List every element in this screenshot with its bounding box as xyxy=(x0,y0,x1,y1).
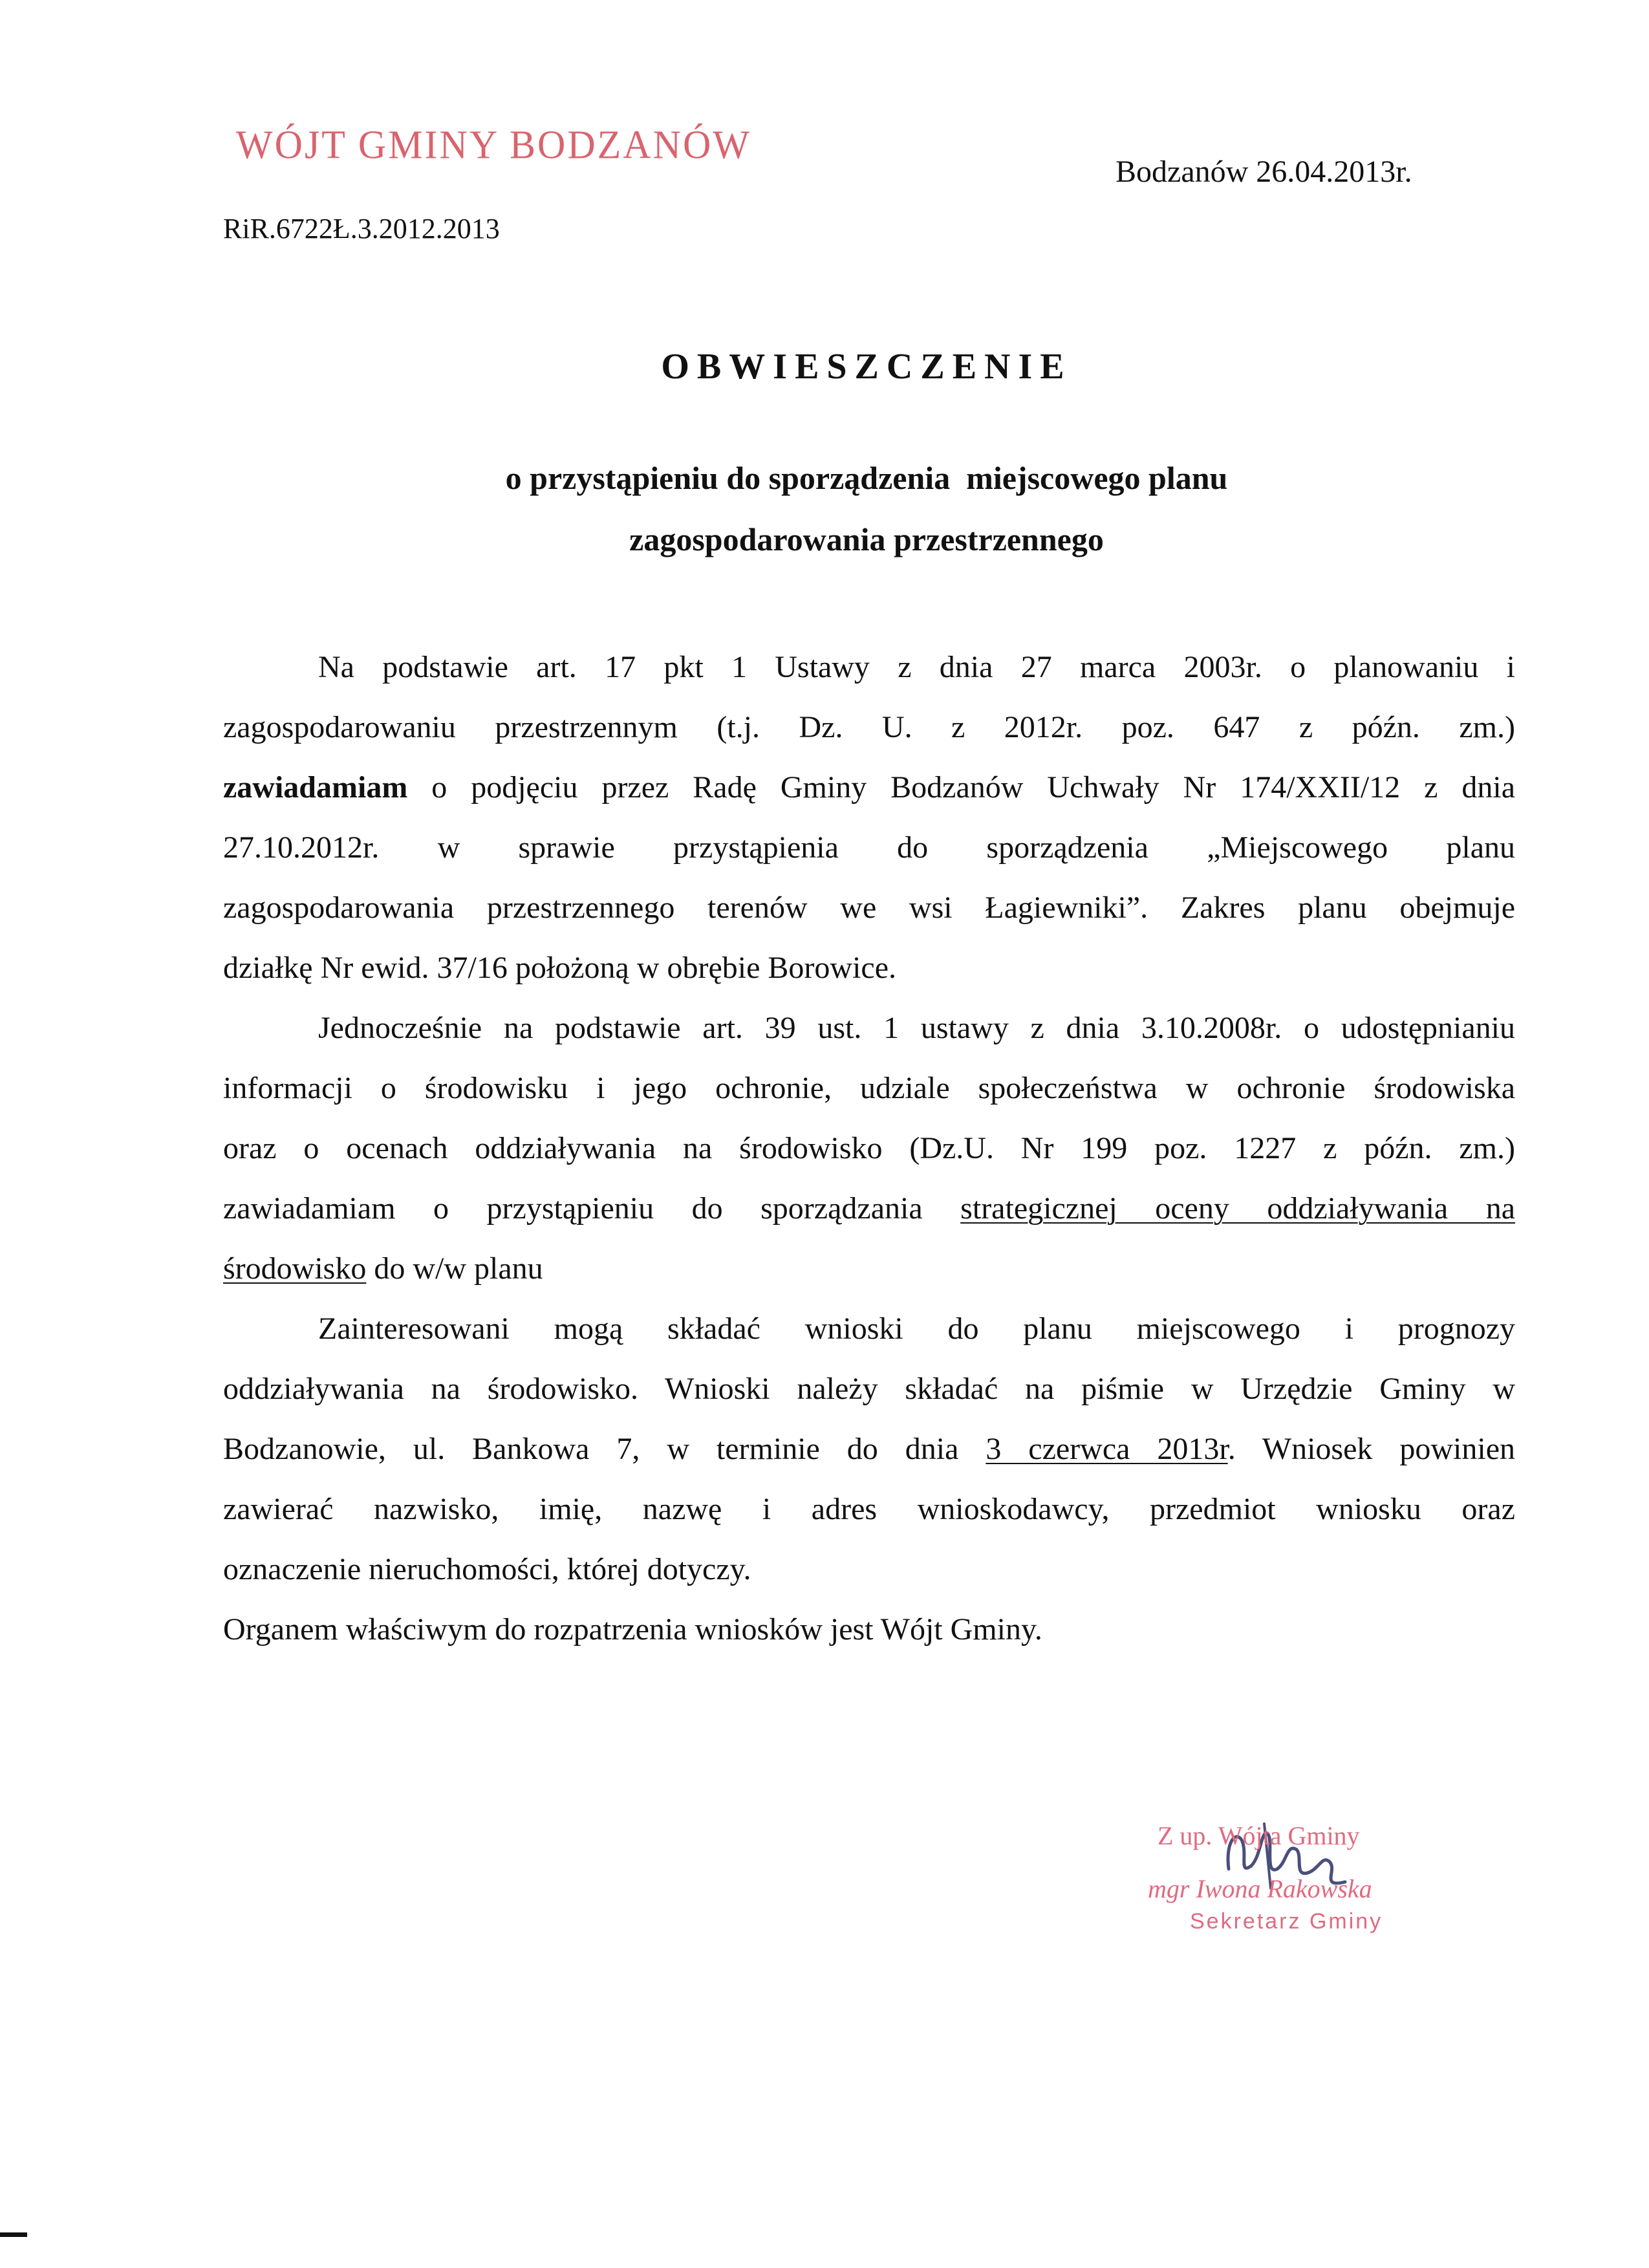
reference-number: RiR.6722Ł.3.2012.2013 xyxy=(223,213,500,244)
paragraph-2-line-4-pre: zawiadamiam o przystąpieniu do sporządzania xyxy=(223,1191,923,1226)
paragraph-1-line-6: działkę Nr ewid. 37/16 położoną w obrębie Borowice. xyxy=(223,951,897,985)
paragraph-1-line-3 xyxy=(223,757,1515,817)
underlined-assessment-text: strategicznej oceny oddziaływania na xyxy=(960,1191,1516,1226)
subtitle-line-1: o przystąpieniu do sporządzenia miejscowego planu xyxy=(505,460,1228,496)
paragraph-3-line-3-pre: Bodzanowie, ul. Bankowa 7, w terminie do dnia xyxy=(223,1432,986,1466)
signature-authorization: Z up. Wójta Gminy xyxy=(1158,1821,1360,1850)
paragraph-1-line-3-rest: o podjęciu przez Radę Gminy Bodzanów Uchwały Nr 174/XXII/12 z dnia xyxy=(431,770,1516,805)
place-and-date: Bodzanów 26.04.2013r. xyxy=(1116,155,1412,189)
paragraph-2-line-1: Jednocześnie na podstawie art. 39 ust. 1 ustawy z dnia 3.10.2008r. o udostępnianiu xyxy=(318,1011,1515,1045)
paragraph-3-line-2: oddziaływania na środowisko. Wnioski należy składać na piśmie w Urzędzie Gminy w xyxy=(223,1372,1515,1406)
paragraph-1-line-1: Na podstawie art. 17 pkt 1 Ustawy z dnia 27 marca 2003r. o planowaniu i xyxy=(318,650,1515,684)
paragraph-3-line-1: Zainteresowani mogą składać wnioski do planu miejscowego i prognozy xyxy=(318,1312,1515,1346)
bold-notify-word: zawiadamiam xyxy=(223,770,408,805)
scan-margin-mark xyxy=(0,2232,27,2237)
underlined-deadline-date: 3 czerwca 2013r xyxy=(986,1432,1228,1466)
paragraph-3-line-3-post: . Wniosek powinien xyxy=(1227,1432,1515,1466)
document-title: OBWIESZCZENIE xyxy=(661,347,1072,387)
underlined-environment-word: środowisko xyxy=(223,1251,367,1286)
subtitle-line-2: zagospodarowania przestrzennego xyxy=(629,521,1104,557)
paragraph-1-line-4: 27.10.2012r. w sprawie przystąpienia do sporządzenia „Miejscowego planu xyxy=(223,830,1515,865)
signature-name: mgr Iwona Rakowska xyxy=(1148,1874,1372,1903)
paragraph-2-line-4 xyxy=(223,1178,1515,1238)
notice-body xyxy=(223,637,1515,1659)
paragraph-1-line-5: zagospodarowania przestrzennego terenów we wsi Łagiewniki”. Zakres planu obejmuje xyxy=(223,891,1515,925)
paragraph-3-line-4: zawierać nazwisko, imię, nazwę i adres wnioskodawcy, przedmiot wniosku oraz xyxy=(223,1492,1515,1526)
paragraph-2-line-3: oraz o ocenach oddziaływania na środowisko (Dz.U. Nr 199 poz. 1227 z późn. zm.) xyxy=(223,1131,1515,1165)
paragraph-3-line-3 xyxy=(223,1419,1515,1479)
paragraph-1-line-2: zagospodarowaniu przestrzennym (t.j. Dz. U. z 2012r. poz. 647 z późn. zm.) xyxy=(223,710,1515,744)
signature-position: Sekretarz Gminy xyxy=(1190,1909,1383,1934)
office-stamp: WÓJT GMINY BODZANÓW xyxy=(236,122,751,167)
paragraph-2-line-5-post: do w/w planu xyxy=(366,1251,543,1286)
paragraph-4-line-1: Organem właściwym do rozpatrzenia wniosków jest Wójt Gminy. xyxy=(223,1612,1042,1647)
paragraph-2-line-2: informacji o środowisku i jego ochronie, udziale społeczeństwa w ochronie środowiska xyxy=(223,1071,1515,1105)
paragraph-3-line-5: oznaczenie nieruchomości, której dotyczy. xyxy=(223,1552,751,1586)
paragraph-2-line-5 xyxy=(223,1238,1515,1299)
